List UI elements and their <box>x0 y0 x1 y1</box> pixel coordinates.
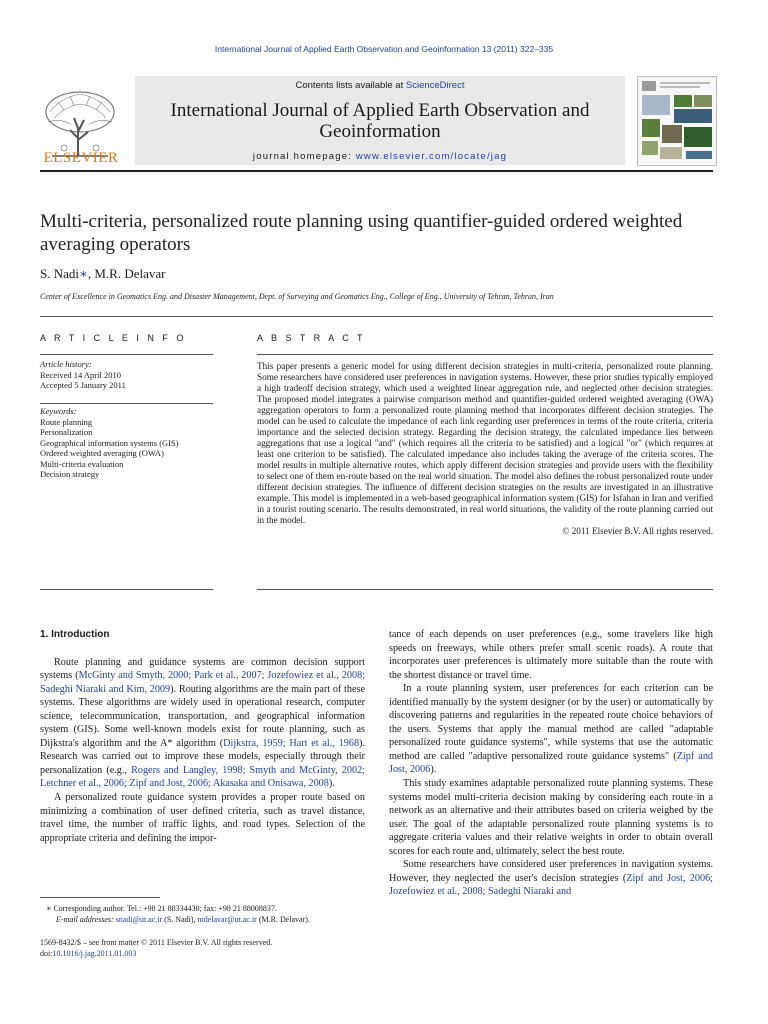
sciencedirect-link[interactable]: ScienceDirect <box>405 80 465 91</box>
doi-line: doi:10.1016/j.jag.2011.01.003 <box>40 948 137 958</box>
publisher-logo-text: ELSEVIER <box>43 150 119 166</box>
homepage-link[interactable]: www.elsevier.com/locate/jag <box>355 151 508 162</box>
citation-link[interactable]: Dijkstra, 1959; Hart et al., 1968 <box>223 737 360 749</box>
abstract-text: This paper presents a generic model for using different decision strategies in multi-criteria, personalized route planning. Some researchers have considered user preferences in navigation systems. However, these prior studies typically employed a high tradeoff decision strategy, which used a weighted linear aggregation rule, and neglected other decision strategies. The proposed model integrates a pairwise comparison method and quantifier-guided ordered weighted averaging (OWA) aggregation operators to form a personalized route planning method that incorporates different decision strategies. The model can be used to calculate the impedance of each link regarding user preferences in terms of the route criteria, criteria importance and the selected decision strategy. Regarding the decision strategy, the calculated impedance lies between aggregations that use a logical "and" (which requires all the criteria to be satisfied) and a logical "or" (which requires at least one criterion to be satisfied). The calculated impedance also includes taking the average of the criteria scores. The model results in multiple alternative routes, which apply different decision strategies and provide users with the flexibility to select one of them en-route based on the real world situation. The model also defines the robust personalized route under different decision strategies. The influence of different decision strategies on the results are investigated in an illustrative example. This model is implemented in a web-based geographical information system (GIS) for Isfahan in Iran and verified in a tourist routing scenario. The results demonstrated, in real world situations, the validity of the route planning carried out in the model. <box>257 361 713 525</box>
keywords-rule <box>40 403 213 404</box>
doi-link[interactable]: 10.1016/j.jag.2011.01.003 <box>52 948 137 958</box>
journal-cover-image <box>637 76 717 166</box>
intro-paragraph-4: This study examines adaptable personalized route planning systems. These systems model multi-criteria decision making by considering each route in a network as an alternative and their attributes based on criteria weighed by the user. The goal of the adaptable personalized route planning systems is to aggregate criteria values and their relative weights in order to obtain overall scores for each route and, ultimately, select the best route. <box>389 778 713 857</box>
abstract-body <box>257 361 713 537</box>
intro-paragraph-3: In a route planning system, user preferences for each criterion can be identified manually by the system designer (or by the user) or automatically by discovering patterns and regularities in the repeated route choice behaviors of the users. Systems that apply the manual method are called "adaptable personalized route guidance systems", while systems that use the automatic method are called "adaptive personalized route guidance systems" (Zipf and Jost, 2006). <box>389 683 714 776</box>
abstract-bottom-rule <box>257 589 713 590</box>
affiliation: Center of Excellence in Geomatics Eng. and Disaster Management, Dept. of Surveying and Geomatics Eng., College of Eng., University of Tehran, Tehran, Iran <box>40 292 554 301</box>
contents-line: Contents lists available at ScienceDirect <box>295 80 465 91</box>
keyword-item: Multi-criteria evaluation <box>40 458 124 469</box>
corresponding-author-marker[interactable]: ∗ <box>79 266 88 281</box>
intro-right-column <box>389 628 713 899</box>
citation-link[interactable]: Zipf and Jost, 2006; Jozefowiez et al., 2008; Sadeghi Niaraki and <box>389 872 714 898</box>
keyword-item: Route planning <box>40 416 93 427</box>
abstract-heading: A B S T R A C T <box>257 333 366 343</box>
intro-paragraph-2: A personalized route guidance system provides a proper route based on minimizing a combination of user defined criteria, such as travel distance, travel time, the number of traffic lights, and road types. Selection of the appropriate criteria and defining the impor- <box>40 792 365 844</box>
article-history: Article history: Received 14 April 2010 Accepted 5 January 2011 <box>40 359 126 390</box>
citation-link[interactable]: Zipf and Jost, 2006 <box>389 750 714 776</box>
email-link[interactable]: snadi@ut.ac.ir <box>115 914 163 924</box>
header-rule <box>40 170 713 172</box>
info-bottom-rule <box>40 589 213 590</box>
section-rule <box>40 316 713 317</box>
running-head[interactable]: International Journal of Applied Earth Observation and Geoinformation 13 (2011) 322–335 <box>214 44 554 54</box>
intro-paragraph-5: Some researchers have considered user preferences in navigation systems. However, they neglected the user's decision strategies (Zipf and Jost, 2006; Jozefowiez et al., 2008; Sadeghi Niaraki and <box>389 859 714 898</box>
footnote: ∗ Corresponding author. Tel.: +98 21 88334430; fax: +98 21 88008837. E-mail addresses: snadi@ut.ac.ir (S. Nadi), mdelavar@ut.ac.ir (M.R. Delavar). <box>46 904 310 924</box>
keyword-item: Decision strategy <box>40 469 100 479</box>
homepage-line: journal homepage: www.elsevier.com/locate/jag <box>252 151 508 162</box>
abstract-rule <box>257 354 713 355</box>
keywords: Keywords: Route planning Personalization Geographical information systems (GIS) Ordered weighted averaging (OWA) Multi-criteria evaluation Decision strategy <box>40 406 215 480</box>
article-title: Multi-criteria, personalized route planning using quantifier-guided ordered weighted averaging operators <box>40 211 683 255</box>
intro-paragraph-continued: tance of each depends on user preferences (e.g., some travelers like high speeds on freeways, while others prefer small scenic roads). A route that incorporates user preferences is ultimately more suitable than the route with the shortest distance or travel time. <box>389 629 713 681</box>
journal-title: International Journal of Applied Earth Observation and Geoinformation <box>170 100 590 142</box>
intro-left-column <box>40 628 365 845</box>
copyright: © 2011 Elsevier B.V. All rights reserved. <box>562 526 713 536</box>
article-info-rule <box>40 354 213 355</box>
email-link[interactable]: mdelavar@ut.ac.ir <box>197 914 257 924</box>
keyword-item: Ordered weighted averaging (OWA) <box>40 448 164 458</box>
front-matter <box>40 938 440 959</box>
citation-link[interactable]: McGinty and Smyth, 2000; Park et al., 2007; Jozefowiez et al., 2008; Sadeghi Niaraki and Kim, 2009 <box>40 670 366 695</box>
authors: S. Nadi∗, M.R. Delavar <box>40 266 166 281</box>
issn-line: 1569-8432/$ – see front matter © 2011 Elsevier B.V. All rights reserved. <box>40 938 273 947</box>
article-info-heading: A R T I C L E I N F O <box>40 333 187 343</box>
footnote-rule <box>40 897 160 898</box>
citation-link[interactable]: Rogers and Langley, 1998; Smyth and McGinty, 2002; Letchner et al., 2006; Zipf and Jost, 2006; Akasaka and Onisawa, 2008 <box>40 764 365 790</box>
keyword-item: Personalization <box>40 427 93 437</box>
cover-illustration <box>638 77 716 165</box>
intro-paragraph-1: Route planning and guidance systems are common decision support systems (McGinty and Smyth, 2000; Park et al., 2007; Jozefowiez et al., 2008; Sadeghi Niaraki and Kim, 2009). Routing algorithms are the main part of these systems. These algorithms are widely used in operational research, computer science, telecommunication, transportation, and geographical information system (GIS). Some well-known models exist for route planning, such as Dijkstra's algorithm and the A* algorithm (Dijkstra, 1959; Hart et al., 1968). Research was carried out to improve these models, especially through their personalization (e.g., Rogers and Langley, 1998; Smyth and McGinty, 2002; Letchner et al., 2006; Zipf and Jost, 2006; Akasaka and Onisawa, 2008). <box>40 656 366 790</box>
section-heading: 1. Introduction <box>40 629 110 640</box>
keyword-item: Geographical information systems (GIS) <box>40 437 179 448</box>
